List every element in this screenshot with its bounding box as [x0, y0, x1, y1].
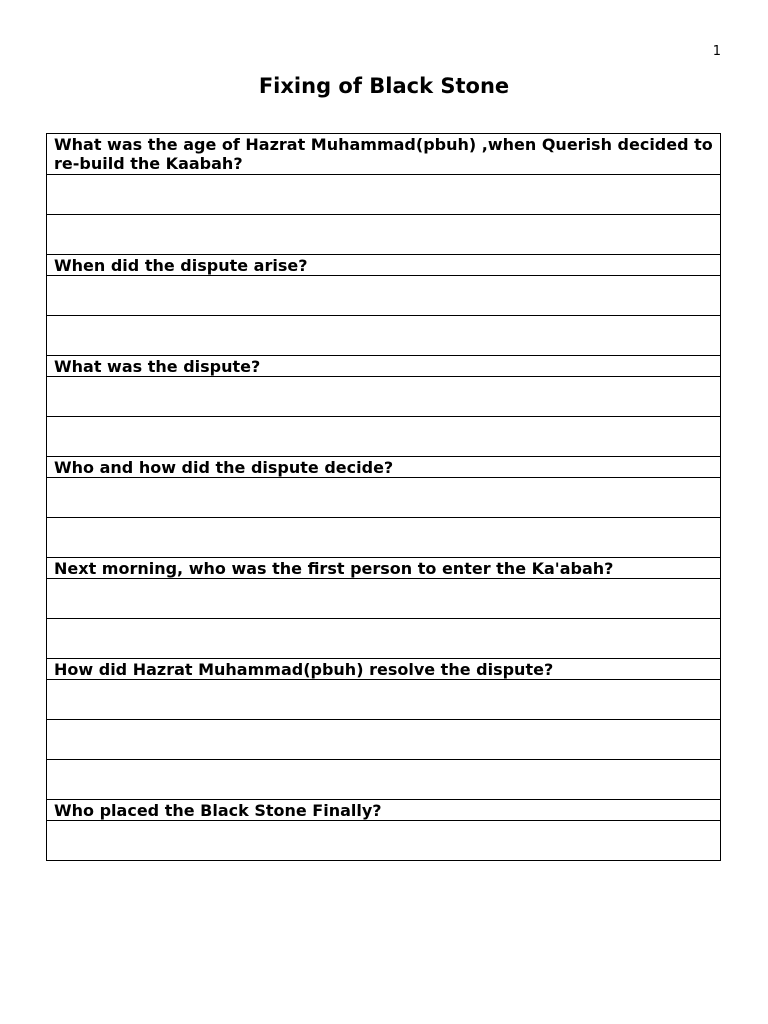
- answer-row: [47, 377, 721, 417]
- answer-row: [47, 215, 721, 255]
- answer-row: [47, 417, 721, 457]
- question-row: [47, 558, 721, 579]
- answer-cell[interactable]: [47, 821, 721, 861]
- answer-row: [47, 680, 721, 720]
- answer-cell[interactable]: [47, 316, 721, 356]
- question-text: When did the dispute arise?: [47, 255, 721, 276]
- answer-row: [47, 276, 721, 316]
- answer-row: [47, 821, 721, 861]
- answer-row: [47, 760, 721, 800]
- worksheet-table: [46, 133, 721, 861]
- page-number: 1: [712, 44, 721, 59]
- answer-cell[interactable]: [47, 579, 721, 619]
- answer-row: [47, 619, 721, 659]
- question-row: [47, 659, 721, 680]
- question-text: How did Hazrat Muhammad(pbuh) resolve the dispute?: [47, 659, 721, 680]
- answer-cell[interactable]: [47, 619, 721, 659]
- answer-cell[interactable]: [47, 760, 721, 800]
- page-title: Fixing of Black Stone: [258, 74, 510, 98]
- answer-row: [47, 720, 721, 760]
- answer-cell[interactable]: [47, 518, 721, 558]
- answer-row: [47, 316, 721, 356]
- question-text: Next morning, who was the first person to enter the Ka'abah?: [47, 558, 721, 579]
- answer-row: [47, 518, 721, 558]
- answer-cell[interactable]: [47, 680, 721, 720]
- question-text: Who and how did the dispute decide?: [47, 457, 721, 478]
- answer-row: [47, 579, 721, 619]
- question-text: What was the age of Hazrat Muhammad(pbuh) ,when Querish decided to re-build the Kaabah?: [47, 134, 721, 175]
- question-text: What was the dispute?: [47, 356, 721, 377]
- question-row: [47, 134, 721, 175]
- answer-cell[interactable]: [47, 377, 721, 417]
- question-row: [47, 255, 721, 276]
- answer-cell[interactable]: [47, 175, 721, 215]
- answer-cell[interactable]: [47, 478, 721, 518]
- question-row: [47, 356, 721, 377]
- question-text: Who placed the Black Stone Finally?: [47, 800, 721, 821]
- answer-cell[interactable]: [47, 276, 721, 316]
- question-row: [47, 457, 721, 478]
- answer-row: [47, 175, 721, 215]
- answer-cell[interactable]: [47, 417, 721, 457]
- answer-row: [47, 478, 721, 518]
- answer-cell[interactable]: [47, 215, 721, 255]
- answer-cell[interactable]: [47, 720, 721, 760]
- question-row: [47, 800, 721, 821]
